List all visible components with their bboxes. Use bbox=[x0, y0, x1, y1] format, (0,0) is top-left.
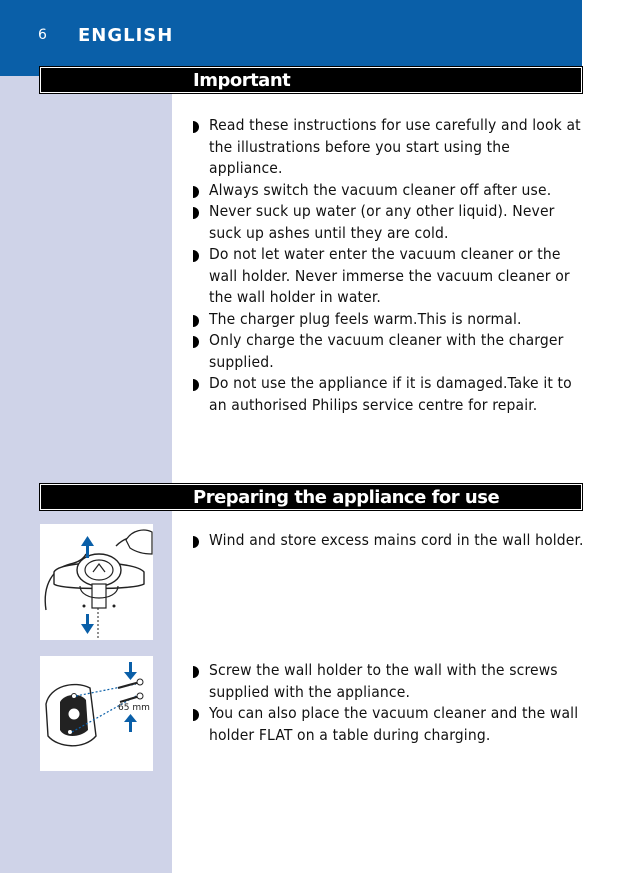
bullet-icon bbox=[193, 315, 199, 327]
bullet-icon bbox=[193, 536, 199, 548]
list-item: You can also place the vacuum cleaner and the wall holder FLAT on a table during charging. bbox=[193, 703, 588, 746]
language-heading: ENGLISH bbox=[78, 25, 174, 46]
bullet-icon bbox=[193, 207, 199, 219]
list-item: Never suck up water (or any other liquid). Never suck up ashes until they are cold. bbox=[193, 201, 588, 244]
dimension-label: 65 mm bbox=[118, 703, 150, 713]
bullet-icon bbox=[193, 666, 199, 678]
bullet-icon bbox=[193, 121, 199, 133]
section-title: Important bbox=[193, 70, 291, 91]
wall-holder-cord-illustration bbox=[40, 524, 153, 640]
wall-mounting-icon bbox=[40, 656, 153, 771]
wall-mounting-list bbox=[193, 660, 588, 746]
important-list bbox=[193, 115, 588, 416]
header-tab bbox=[0, 0, 40, 76]
list-item: Do not let water enter the vacuum cleaner or the wall holder. Never immerse the vacuum cleaner or the wall holder in water. bbox=[193, 244, 588, 309]
bullet-icon bbox=[193, 250, 199, 262]
cord-storage-list bbox=[193, 530, 588, 552]
bullet-icon bbox=[193, 709, 199, 721]
bullet-icon bbox=[193, 379, 199, 391]
wall-holder-cord-icon bbox=[40, 524, 153, 640]
list-item: Do not use the appliance if it is damaged.Take it to an authorised Philips service centre for repair. bbox=[193, 373, 588, 416]
page-number: 6 bbox=[38, 27, 47, 43]
list-item: Wind and store excess mains cord in the wall holder. bbox=[193, 530, 588, 552]
list-item: Screw the wall holder to the wall with the screws supplied with the appliance. bbox=[193, 660, 588, 703]
section-title: Preparing the appliance for use bbox=[193, 487, 500, 508]
list-item: Only charge the vacuum cleaner with the charger supplied. bbox=[193, 330, 588, 373]
section-bar-important bbox=[40, 67, 582, 93]
list-item: The charger plug feels warm.This is normal. bbox=[193, 309, 588, 331]
bullet-icon bbox=[193, 336, 199, 348]
wall-mounting-illustration bbox=[40, 656, 153, 771]
section-bar-preparing bbox=[40, 484, 582, 510]
bullet-icon bbox=[193, 186, 199, 198]
list-item: Read these instructions for use carefully and look at the illustrations before you start using the appliance. bbox=[193, 115, 588, 180]
list-item: Always switch the vacuum cleaner off after use. bbox=[193, 180, 588, 202]
